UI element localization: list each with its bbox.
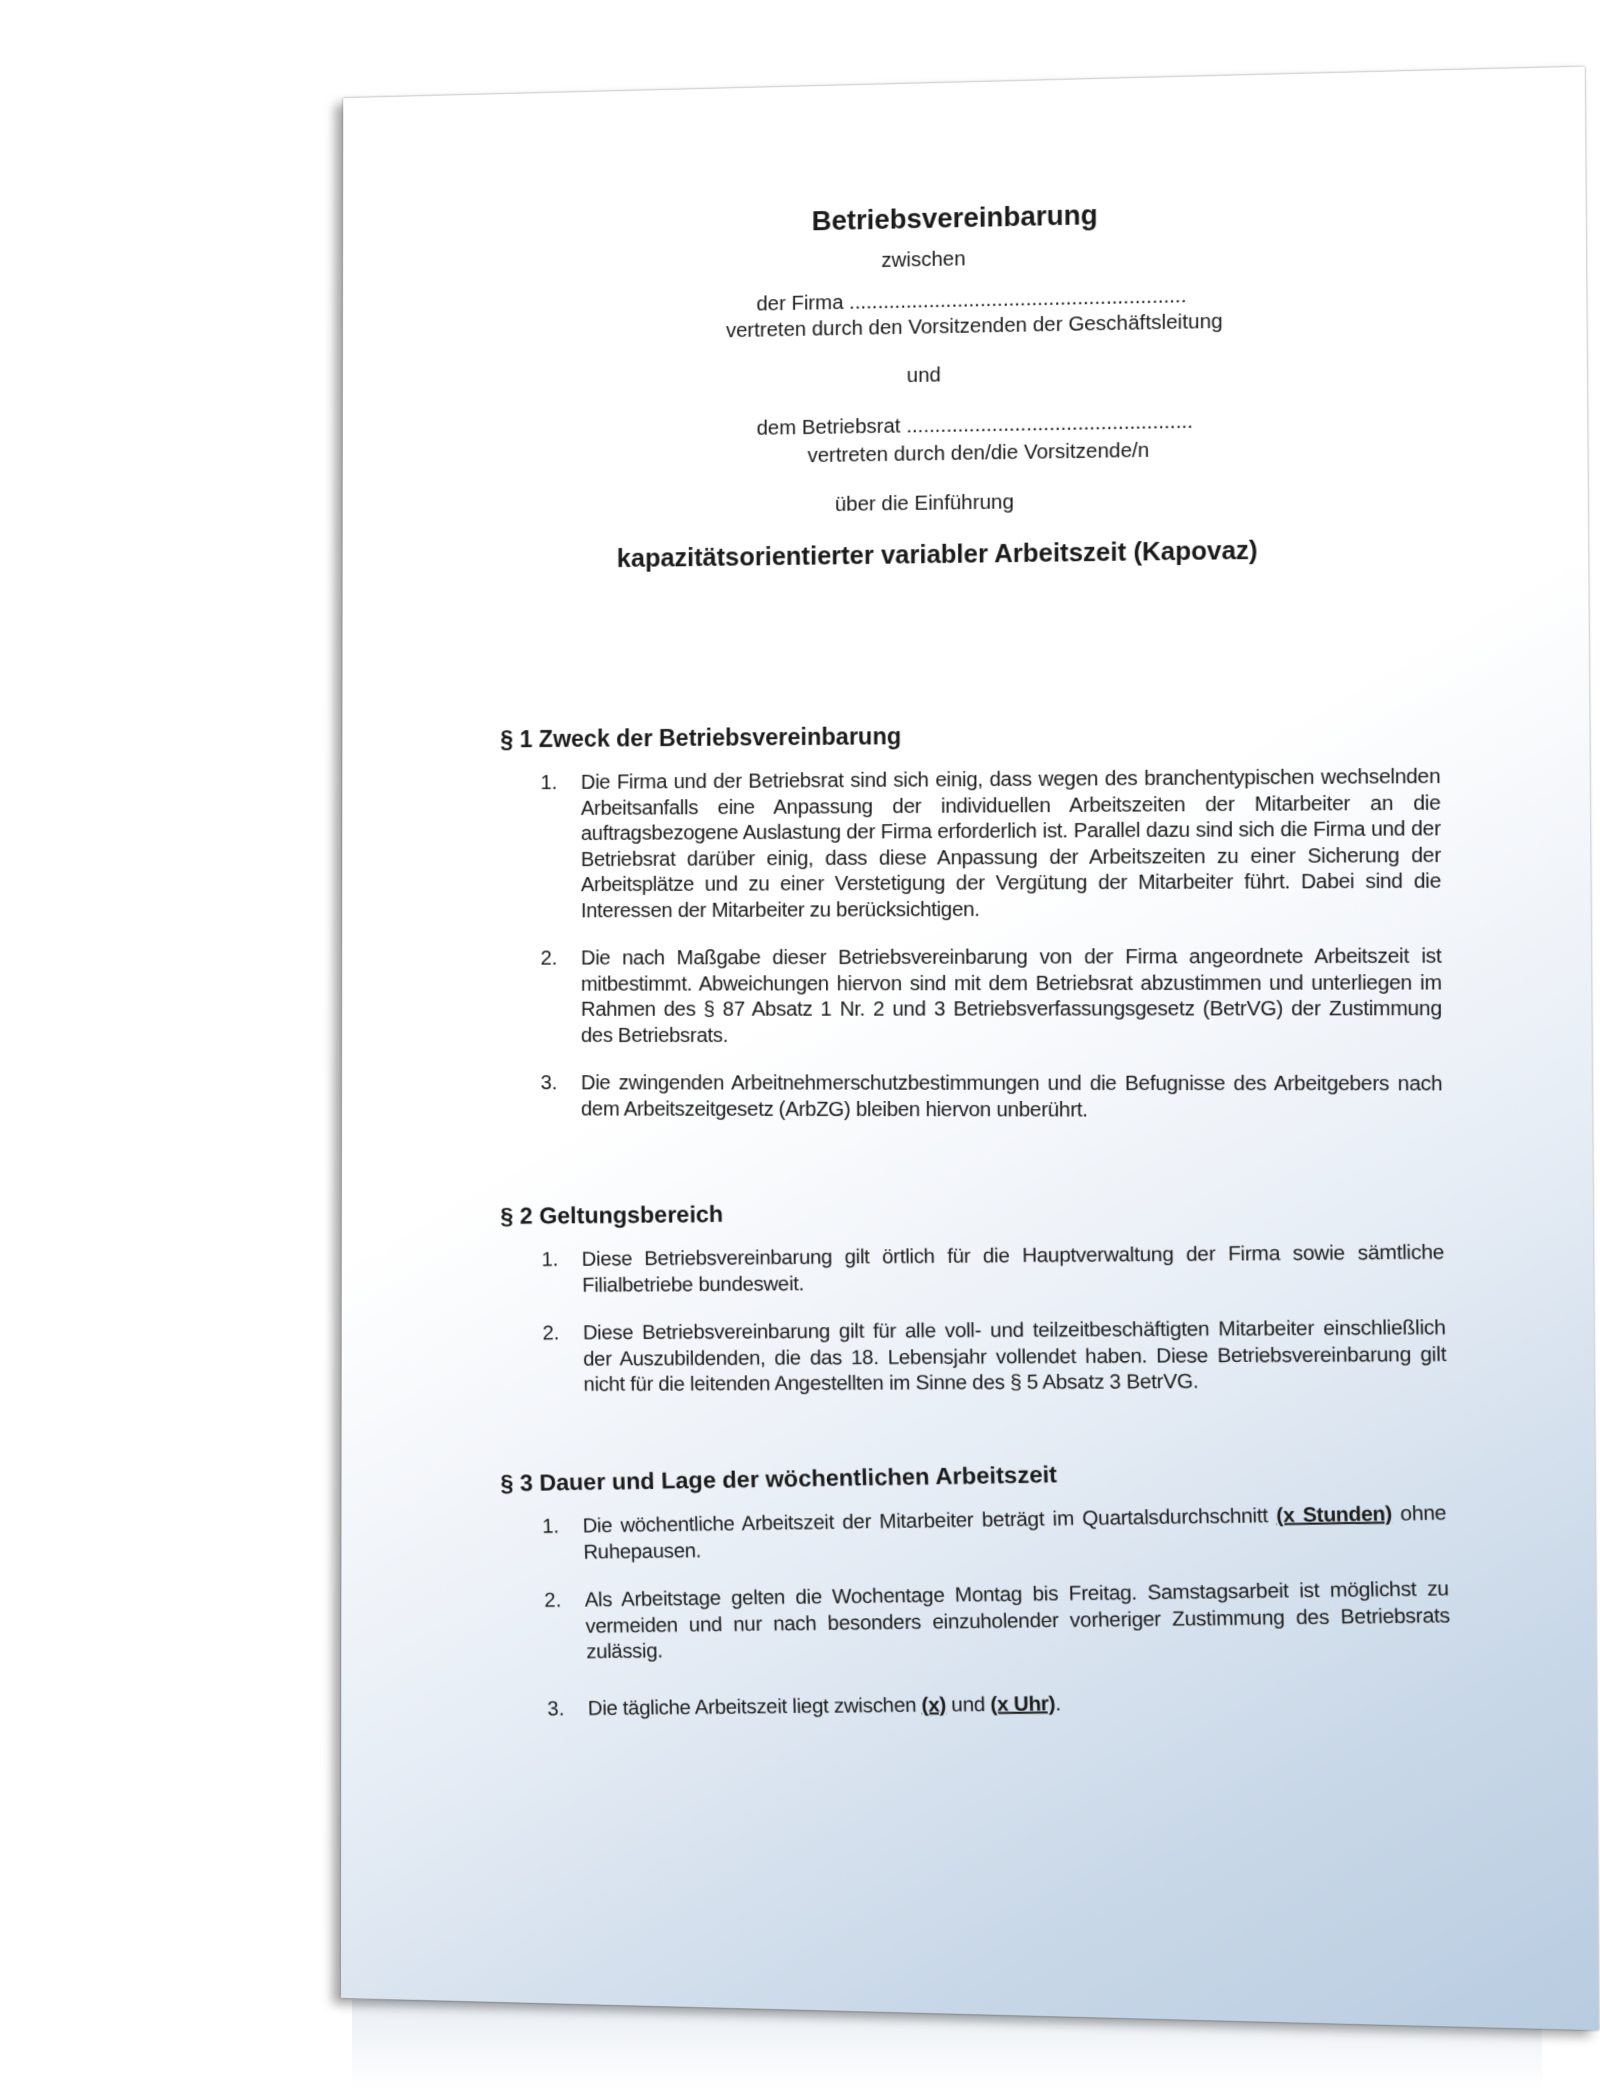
document-title: Betriebsvereinbarung: [811, 199, 1098, 237]
item-number: 3.: [547, 1697, 565, 1720]
about-label: über die Einführung: [834, 491, 1014, 517]
section-heading: § 1 Zweck der Betriebsvereinbarung: [500, 722, 902, 753]
item-text: Die Firma und der Betriebsrat sind sich einig, dass wegen des branchentypischen wechselnden Arbeitsanfalls eine Anpassung der individuellen Arbeitszeiten der Mitarbeiter an die auftragsbezogene Auslastung der Firma erforderlich ist. Parallel dazu sind sich die Firma und der Betriebsrat darüber einig, dass diese Anpassung der Arbeitszeiten zu einer Sicherung der Arbeitsplätze und zu einer Verstetigung der Vergütung der Mitarbeiter führt. Dabei sind die Interessen der Mitarbeiter zu berücksichtigen.: [580, 765, 1442, 922]
item-text: Diese Betriebsvereinbarung gilt örtlich für die Hauptverwaltung der Firma sowie sämtliche Filialbetriebe bundesweit.: [581, 1241, 1445, 1297]
placeholder-start: (x): [921, 1693, 947, 1717]
item-text: Diese Betriebsvereinbarung gilt für alle voll- und teilzeitbeschäftigten Mitarbeiter einschließlich der Auszubildenden, die das 18. Lebensjahr vollendet haben. Diese Betriebsvereinbarung gilt nicht für die leitenden Angestellten im Sinne des § 5 Absatz 3 BetrVG.: [582, 1316, 1447, 1396]
item-number: 1.: [541, 1248, 559, 1271]
text-part: Die wöchentliche Arbeitszeit der Mitarbeiter beträgt im Quartalsdurchschnitt: [582, 1504, 1277, 1538]
list-item: [547, 1686, 1600, 1723]
section-heading: § 2 Geltungsbereich: [500, 1200, 724, 1229]
list-item: [541, 944, 1599, 1049]
council-line: dem Betriebsrat ..................................................: [756, 410, 1193, 440]
list-item: [541, 1239, 1600, 1299]
list-item: [544, 1575, 1600, 1667]
list-item: [541, 1071, 1599, 1125]
list-item: [542, 1499, 1600, 1567]
and-label: und: [906, 364, 941, 388]
firm-line: der Firma ...........................................................: [756, 285, 1187, 316]
list-item: [541, 763, 1598, 924]
text-part: .: [1054, 1692, 1062, 1715]
text-part: und: [945, 1693, 991, 1717]
item-number: 2.: [540, 947, 558, 970]
text-part: Die tägliche Arbeitszeit liegt zwischen: [587, 1693, 922, 1720]
section-heading: § 3 Dauer und Lage der wöchentlichen Arbeitszeit: [500, 1460, 1058, 1497]
item-text: [582, 1501, 1447, 1566]
item-number: 3.: [540, 1072, 558, 1095]
item-number: 1.: [541, 1515, 560, 1539]
item-text: Als Arbeitstage gelten die Wochentage Montag bis Freitag. Samstagsarbeit ist möglichst zu vermeiden und nur nach besonders einzuholender vorheriger Zustimmung des Betriebsrats zulässig.: [584, 1577, 1451, 1664]
section-2: [500, 1192, 1600, 1421]
between-label: zwischen: [881, 248, 966, 273]
section-3: [500, 1452, 1600, 1745]
item-number: 2.: [542, 1322, 560, 1345]
item-text: [588, 1687, 1454, 1722]
item-number: 2.: [543, 1589, 562, 1612]
placeholder-hours: (x Stunden): [1275, 1502, 1393, 1528]
list-item: [542, 1315, 1600, 1399]
item-text: Die nach Maßgabe dieser Betriebsvereinbarung von der Firma angeordnete Arbeitszeit ist mitbestimmt. Abweichungen hiervon sind mit dem Betriebsrat abzustimmen und unterliegen im Rahmen des § 87 Absatz 1 Nr. 2 und 3 Betriebsverfassungsgesetz (BetrVG) der Zustimmung des Betriebsrats.: [580, 945, 1442, 1047]
item-text: Die zwingenden Arbeitnehmerschutzbestimmungen und die Befugnisse des Arbeitgebers nach dem Arbeitszeitgesetz (ArbZG) bleiben hiervon unberührt.: [580, 1072, 1443, 1122]
firm-representative: vertreten durch den Vorsitzenden der Geschäftsleitung: [726, 310, 1223, 343]
text-part: ohne Ruhepausen.: [583, 1502, 1447, 1564]
section-1: [500, 717, 1599, 1147]
agreement-subject: kapazitätsorientierter variabler Arbeitszeit (Kapovaz): [616, 536, 1258, 574]
council-representative: vertreten durch den/die Vorsitzende/n: [807, 439, 1150, 468]
placeholder-end-time: (x Uhr): [990, 1692, 1056, 1716]
item-number: 1.: [540, 771, 558, 795]
document-page: [341, 67, 1599, 2031]
